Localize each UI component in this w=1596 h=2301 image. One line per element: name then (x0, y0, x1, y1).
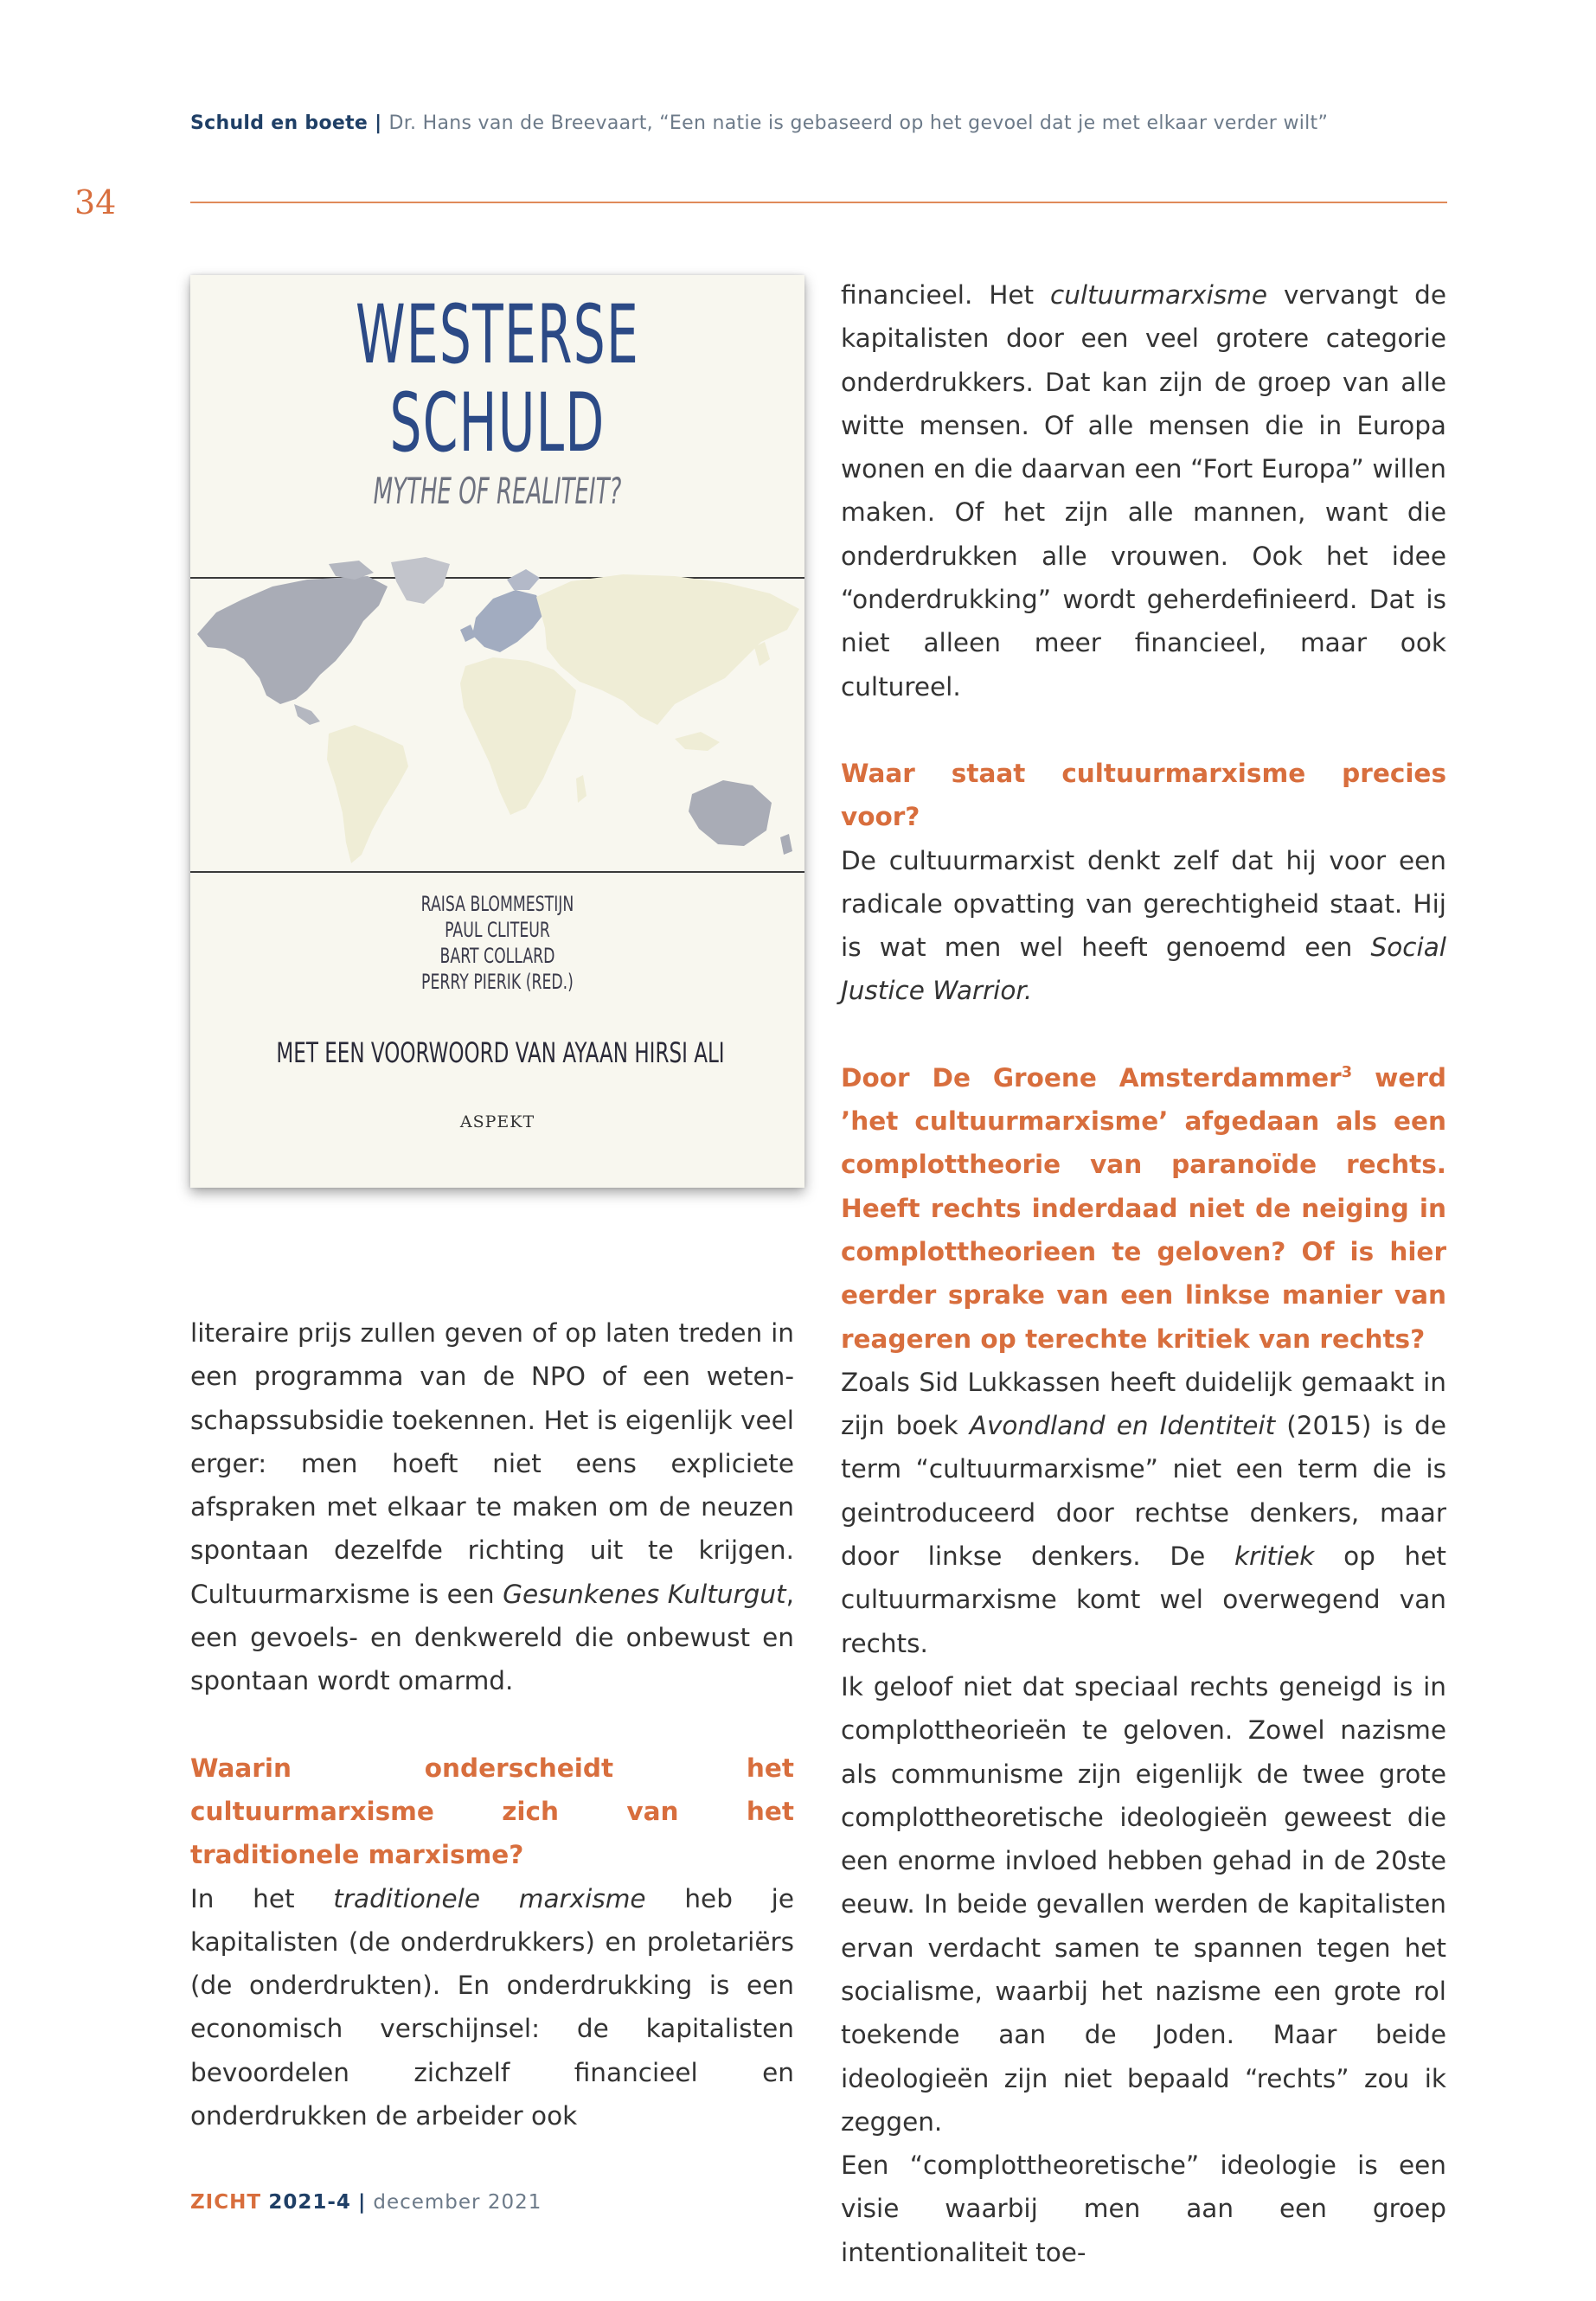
book-foreword: MET EEN VOORWOORD VAN AYAAN HIRSI ALI (276, 1036, 725, 1069)
question-heading: Waarin onderscheidt het cultuurmarxisme zich van het traditionele marxisme? (190, 1753, 794, 1870)
paragraph: Ik geloof niet dat speciaal rechts geneigd is in complottheorieën te geloven. Zowel nazisme als communisme zijn eigenlijk de twee grote complottheoretische ideologieën geweest die een enorme invloed hebben gehad in de 20ste eeuw. In beide gevallen werden de kapitalisten ervan verdacht samen te spannen tegen het socialisme, waarbij het nazisme een grote rol toekende aan de Joden. Maar beide ideologieën zijn niet bepaald “rechts” zou ik zeggen. (841, 1671, 1446, 2137)
book-cover-image (190, 275, 804, 1188)
running-head (190, 112, 1328, 134)
book-author: RAISA BLOMMESTIJN (420, 892, 574, 916)
world-map-icon (190, 552, 804, 898)
book-title-line2: SCHULD (389, 376, 606, 471)
header-rule (190, 202, 1447, 203)
issue-date: december 2021 (373, 2191, 542, 2214)
footer-separator: | (357, 2191, 367, 2214)
paragraph: Zoals Sid Lukkassen heeft duidelijk gemaakt in zijn boek Avondland en Identiteit (2015) is de term “cultuurmarxisme” niet een term die is geintroduceerd door rechtse denkers, maar door linkse denkers. De kritiek op het cultuurmarxisme komt wel overwegend van rechts. (841, 1367, 1446, 1658)
left-column (190, 1311, 794, 2138)
paragraph: Een “complottheoretische” ideologie is een visie waarbij men aan een groep intentionaliteit toe- (841, 2150, 1446, 2267)
book-title-line1: WESTERSE (355, 288, 640, 382)
header-separator: | (375, 112, 382, 134)
page-number: 34 (74, 183, 117, 221)
book-subtitle: MYTHE OF REALITEIT? (373, 470, 622, 512)
book-author: PERRY PIERIK (RED.) (421, 970, 574, 994)
issue-number: 2021-4 (268, 2191, 351, 2214)
question-heading: Waar staat cultuurmarxisme precies voor? (841, 758, 1446, 832)
footer (190, 2191, 542, 2214)
section-title: Schuld en boete (190, 112, 369, 134)
paragraph: In het traditionele marxisme heb je kapitalisten (de onderdrukkers) en proletariërs (de onderdrukten). En onderdrukking is een economisch verschijnsel: de kapitalisten bevoordelen zichzelf financieel en onderdrukken de arbeider ook (190, 1883, 794, 2131)
book-authors (276, 891, 718, 995)
book-author: BART COLLARD (439, 944, 555, 968)
paragraph: De cultuurmarxist denkt zelf dat hij voor een radicale opvatting van gerechtigheid staat. Hij is wat men wel heeft genoemd een Social Justice Warrior. (841, 845, 1446, 1006)
paragraph: literaire prijs zullen geven of op laten treden in een programma van de NPO of een wetenschapssubsidie toekennen. Het is eigenlijk veel erger: men hoeft niet eens expliciete afspraken met elkaar te maken om de neuzen spontaan dezelfde richting uit te krijgen. Cultuurmarxisme is een Gesunkenes Kulturgut, een gevoels- en denkwereld die onbewust en spontaan wordt omarmd. (190, 1318, 794, 1696)
book-author: PAUL CLITEUR (445, 918, 550, 942)
book-publisher: ASPEKT (459, 1112, 535, 1131)
right-column (841, 273, 1446, 2274)
paragraph: financieel. Het cultuurmarxisme vervangt de kapitalisten door een veel grotere categorie onderdrukkers. Dat kan zijn de groep van alle witte mensen. Of alle mensen die in Europa wonen en die daarvan een “Fort Europa” willen maken. Of het zijn alle mannen, want die onderdrukken alle vrouwen. Ook het idee “onderdrukking” wordt geherdefinieerd. Dat is niet alleen meer financieel, maar ook cultureel. (841, 280, 1446, 702)
question-heading: Door De Groene Amsterdammer$^3$ werd ’het cultuurmarxisme’ afgedaan als een complottheorie van paranoïde rechts. Heeft rechts inderdaad niet de neiging in complottheorieen te geloven? Of is hier eerder sprake van een linkse manier van reageren op terechte kritiek van rechts? (841, 1062, 1447, 1354)
article-title: Dr. Hans van de Breevaart, “Een natie is gebaseerd op het gevoel dat je met elkaar verder wilt” (388, 112, 1329, 134)
footnote-reference: 3 (1341, 1062, 1353, 1081)
magazine-name: ZICHT (190, 2191, 262, 2214)
